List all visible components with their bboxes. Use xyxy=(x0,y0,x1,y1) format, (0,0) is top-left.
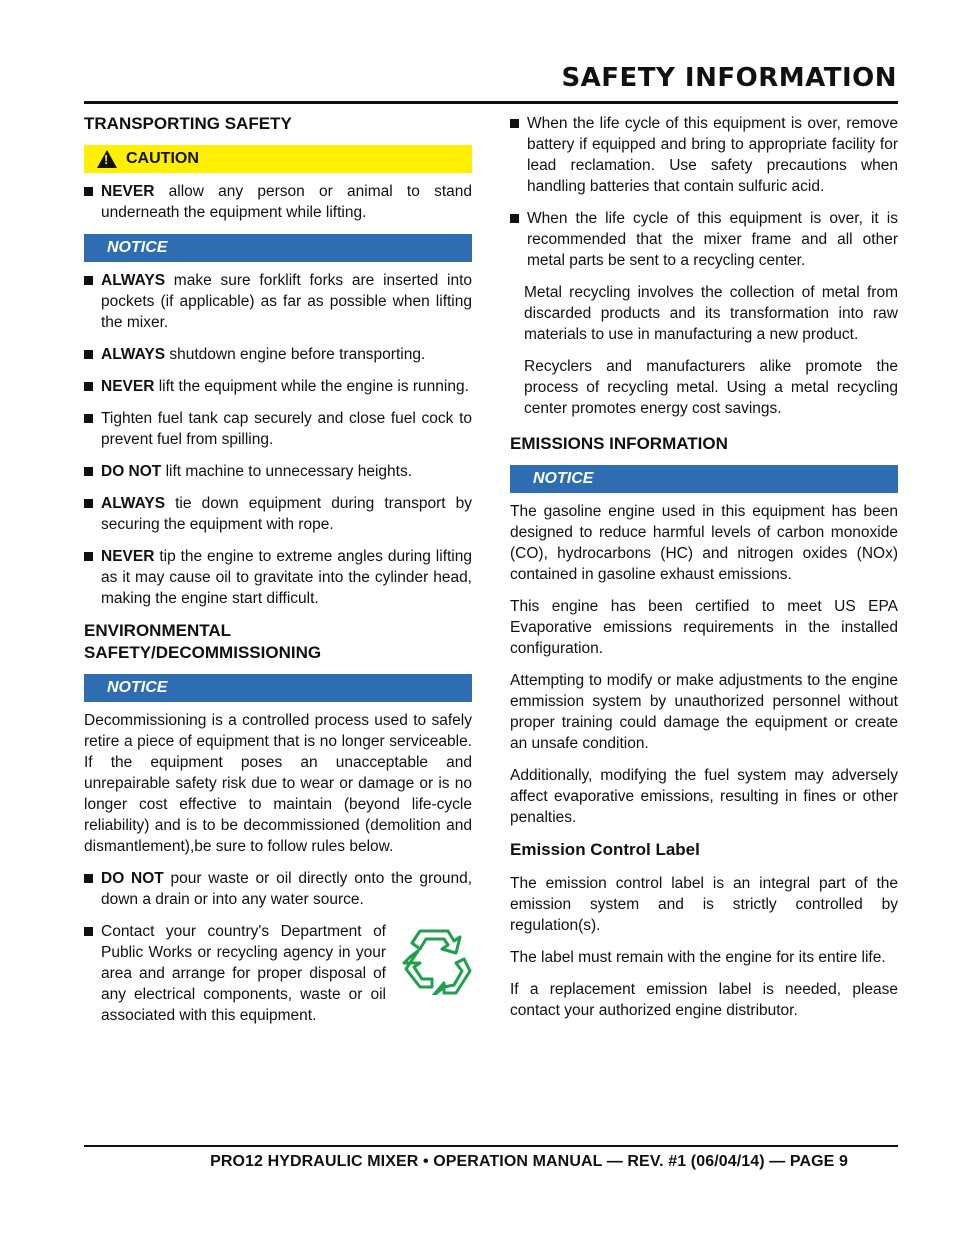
emissions-paragraph: This engine has been certified to meet US EPA Evaporative emissions requirements in the installed configuration. xyxy=(510,598,898,657)
bullet-text: lift the equipment while the engine is running. xyxy=(154,378,469,395)
label-paragraph: The label must remain with the engine for its entire life. xyxy=(510,949,886,966)
bullet-square-icon xyxy=(510,214,519,223)
bullet-emphasis: NEVER xyxy=(101,378,155,395)
bullet-emphasis: NEVER xyxy=(101,183,155,200)
emissions-paragraph: Attempting to modify or make adjustments to the engine emmission system by unauthorized personnel without proper training could damage the equipment or create an unsafe condition. xyxy=(510,672,898,752)
page-footer: PRO12 HYDRAULIC MIXER • OPERATION MANUAL — REV. #1 (06/04/14) — PAGE 9 xyxy=(210,1153,848,1170)
bullet-text: shutdown engine before transporting. xyxy=(165,346,426,363)
footer-rule xyxy=(84,1145,898,1147)
emission-label-heading: Emission Control Label xyxy=(510,840,700,859)
notice-label: NOTICE xyxy=(533,470,594,487)
bullet-square-icon xyxy=(84,414,93,423)
bullet-emphasis: ALWAYS xyxy=(101,346,166,363)
emissions-paragraph: The gasoline engine used in this equipment has been designed to reduce harmful levels of carbon monoxide (CO), hydrocarbons (HC) and nitrogen oxides (NOx) contained in gasoline exhaust emissions. xyxy=(510,503,898,583)
list-item xyxy=(84,270,472,333)
list-item xyxy=(84,493,472,535)
bullet-text: tip the engine to extreme angles during lifting as it may cause oil to gravitate into the cylinder head, making the engine start difficult. xyxy=(101,548,472,607)
transport-heading: TRANSPORTING SAFETY xyxy=(84,114,292,133)
bullet-square-icon xyxy=(84,350,93,359)
list-item xyxy=(84,408,472,450)
list-item xyxy=(84,868,472,910)
page-title: SAFETY INFORMATION xyxy=(561,63,897,93)
notice-banner xyxy=(84,234,472,262)
bullet-emphasis: NEVER xyxy=(101,548,155,565)
list-item xyxy=(84,376,472,397)
environmental-heading: ENVIRONMENTAL SAFETY/DECOMMISSIONING xyxy=(84,621,322,662)
bullet-square-icon xyxy=(84,874,93,883)
metal-recycling-paragraph: Metal recycling involves the collection of metal from discarded products and its transformation into raw materials to use in manufacturing a new product. xyxy=(524,284,898,343)
notice-label: NOTICE xyxy=(107,679,168,696)
list-item xyxy=(84,546,472,609)
warning-triangle-icon xyxy=(97,150,117,168)
right-column xyxy=(510,113,898,1032)
bullet-text: When the life cycle of this equipment is over, it is recommended that the mixer frame and all other metal parts be sent to a recycling center. xyxy=(527,210,898,269)
recyclers-paragraph: Recyclers and manufacturers alike promote the process of recycling metal. Using a metal recycling center promotes energy cost savings. xyxy=(524,358,898,417)
decommission-paragraph: Decommissioning is a controlled process used to safely retire a piece of equipment that is no longer serviceable. If the equipment poses an unacceptable and unrepairable safety risk due to wear or damage or is no longer cost effective to maintain (beyond life-cycle reliability) and is to be decommissioned (demolition and dismantlement),be sure to follow rules below. xyxy=(84,712,472,855)
emissions-heading: EMISSIONS INFORMATION xyxy=(510,434,728,453)
header-rule xyxy=(84,101,898,104)
bullet-emphasis: DO NOT xyxy=(101,463,162,480)
bullet-square-icon xyxy=(84,276,93,285)
list-item xyxy=(84,921,386,1026)
notice-banner xyxy=(510,465,898,493)
notice-label: NOTICE xyxy=(107,239,168,256)
bullet-text: pour waste or oil directly onto the ground, down a drain or into any water source. xyxy=(101,870,472,908)
list-item xyxy=(510,208,898,271)
bullet-emphasis: ALWAYS xyxy=(101,495,166,512)
bullet-square-icon xyxy=(84,552,93,561)
left-column xyxy=(84,113,472,1037)
recycle-icon xyxy=(398,923,472,995)
bullet-square-icon xyxy=(84,927,93,936)
bullet-text: lift machine to unnecessary heights. xyxy=(161,463,412,480)
bullet-text: Tighten fuel tank cap securely and close fuel cock to prevent fuel from spilling. xyxy=(101,410,472,448)
bullet-text: When the life cycle of this equipment is over, remove battery if equipped and bring to appropriate facility for lead reclamation. Use safety precautions when handling batteries that contain sulfuric acid. xyxy=(527,115,898,195)
bullet-square-icon xyxy=(84,187,93,196)
caution-label: CAUTION xyxy=(126,150,199,167)
bullet-text: tie down equipment during transport by securing the equipment with rope. xyxy=(101,495,472,533)
bullet-emphasis: DO NOT xyxy=(101,870,164,887)
bullet-text: Contact your country's Department of Public Works or recycling agency in your area and arrange for proper disposal of any electrical components, waste or oil associated with this equipment. xyxy=(101,923,386,1024)
bullet-square-icon xyxy=(510,119,519,128)
bullet-emphasis: ALWAYS xyxy=(101,272,166,289)
bullet-square-icon xyxy=(84,382,93,391)
bullet-text: allow any person or animal to stand underneath the equipment while lifting. xyxy=(101,183,472,221)
label-paragraph: The emission control label is an integral part of the emission system and is strictly controlled by regulation(s). xyxy=(510,875,898,934)
bullet-square-icon xyxy=(84,499,93,508)
list-item xyxy=(510,113,898,197)
list-item xyxy=(84,461,472,482)
emissions-paragraph: Additionally, modifying the fuel system may adversely affect evaporative emissions, resulting in fines or other penalties. xyxy=(510,767,898,826)
recycle-row xyxy=(84,921,472,1037)
label-paragraph: If a replacement emission label is needed, please contact your authorized engine distributor. xyxy=(510,981,898,1019)
list-item xyxy=(84,344,472,365)
caution-banner xyxy=(84,145,472,173)
bullet-square-icon xyxy=(84,467,93,476)
bullet-text: make sure forklift forks are inserted into pockets (if applicable) as far as possible when lifting the mixer. xyxy=(101,272,472,331)
notice-banner xyxy=(84,674,472,702)
list-item xyxy=(84,181,472,223)
